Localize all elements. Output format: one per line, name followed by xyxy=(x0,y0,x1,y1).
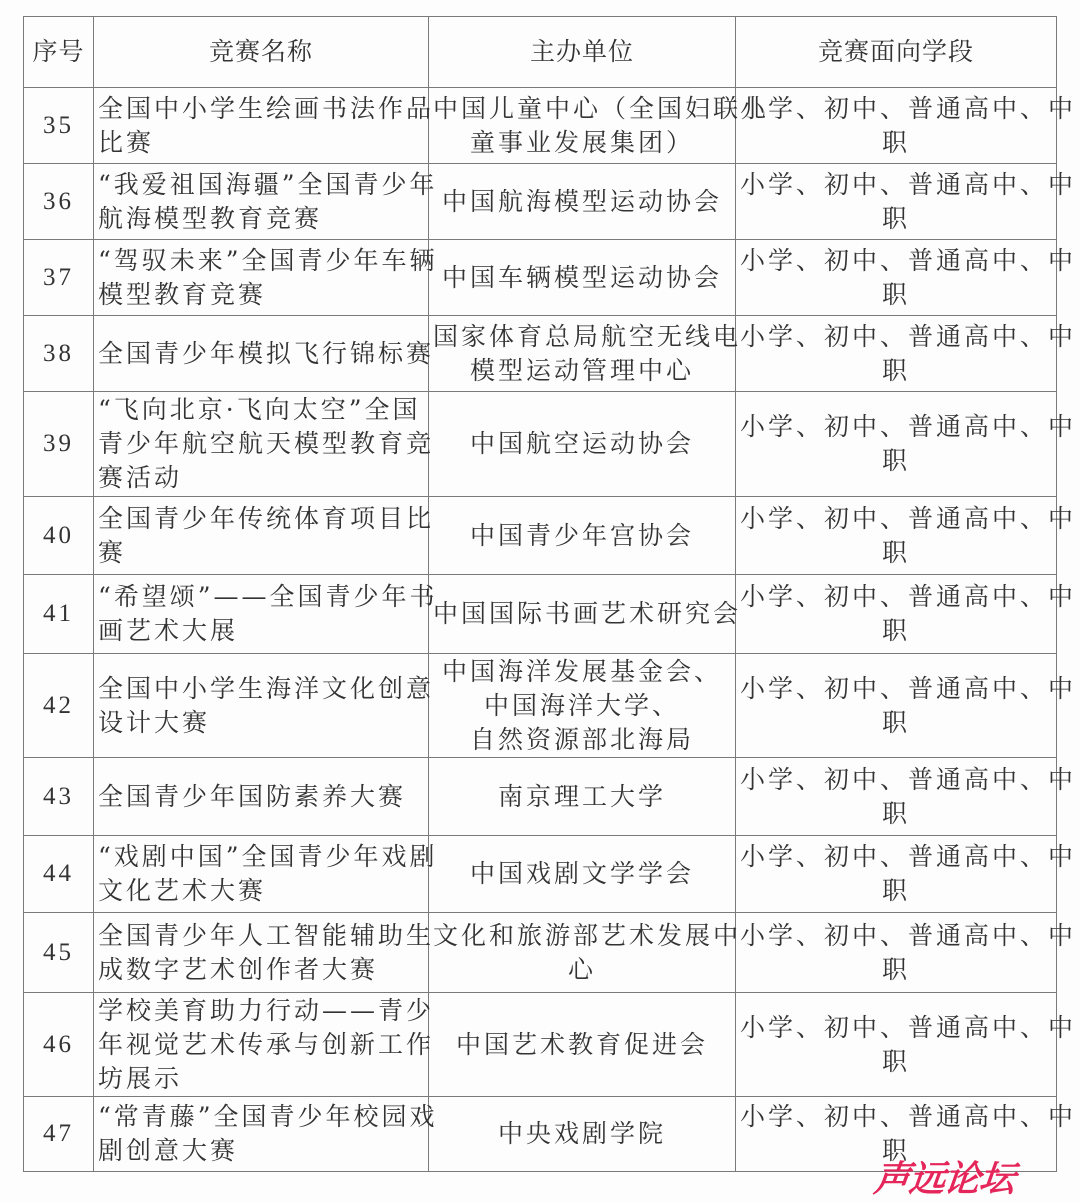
table-row xyxy=(24,316,1057,392)
competition-name xyxy=(94,1097,438,1172)
target-level-line: 职 xyxy=(881,203,910,233)
target-level xyxy=(736,993,1077,1097)
target-level-line: 小学、初中、普通高中、中 xyxy=(740,673,1077,703)
row-index: 40 xyxy=(24,497,94,575)
organizer-line: 心 xyxy=(567,954,596,984)
target-level xyxy=(736,913,1077,993)
organizer-line: 中国海洋发展基金会、 xyxy=(441,656,722,686)
competition-name-line: “常青藤”全国青少年校园戏 xyxy=(98,1102,438,1131)
competition-name xyxy=(94,240,438,316)
competition-name-line: “希望颂”——全国青少年书 xyxy=(98,582,438,611)
target-level-line: 小学、初中、普通高中、中 xyxy=(740,764,1077,794)
competition-name-line: 成数字艺术创作者大赛 xyxy=(98,954,379,984)
target-level xyxy=(736,316,1077,392)
target-level-line: 职 xyxy=(881,1136,910,1165)
competition-name xyxy=(94,913,435,993)
organizer-line: 中国青少年宫协会 xyxy=(469,520,694,550)
organizer-line: 中国戏剧文学学会 xyxy=(469,859,694,888)
target-level xyxy=(736,164,1077,240)
target-level-line: 小学、初中、普通高中、中 xyxy=(740,412,1077,441)
organizer xyxy=(429,836,736,913)
target-level-line: 职 xyxy=(881,876,910,905)
organizer xyxy=(429,88,770,164)
table-row xyxy=(24,392,1057,497)
competition-name-line: 学校美育助力行动——青少 xyxy=(98,995,435,1025)
competition-name-line: 年视觉艺术传承与创新工作 xyxy=(98,1029,435,1059)
organizer xyxy=(429,575,742,654)
competition-name-line: 模型教育竞赛 xyxy=(98,279,267,309)
target-level-line: 职 xyxy=(881,707,910,737)
target-level xyxy=(736,654,1077,758)
table-row xyxy=(24,575,1057,654)
table-row xyxy=(24,164,1057,240)
header-index: 序号 xyxy=(24,17,94,88)
target-level xyxy=(736,575,1077,654)
competition-name xyxy=(94,758,429,836)
table-header xyxy=(24,17,1057,88)
target-level xyxy=(736,88,1077,164)
organizer-line: 中国海洋大学、 xyxy=(483,690,680,720)
table-row xyxy=(24,88,1057,164)
competition-name-line: “我爱祖国海疆”全国青少年 xyxy=(98,169,438,199)
target-level xyxy=(736,758,1077,836)
competition-name-line: 坊展示 xyxy=(98,1063,183,1093)
organizer xyxy=(429,316,742,392)
competition-name xyxy=(94,497,435,575)
organizer xyxy=(429,392,736,497)
competition-name xyxy=(94,993,435,1097)
competition-name xyxy=(94,164,438,240)
row-index: 36 xyxy=(24,164,94,240)
target-level-line: 小学、初中、普通高中、中 xyxy=(740,503,1077,533)
watermark-logo: 声远论坛 xyxy=(871,1159,1017,1200)
table-row xyxy=(24,497,1057,575)
organizer xyxy=(429,654,736,758)
row-index: 43 xyxy=(24,758,94,836)
competition-name-line: 全国青少年传统体育项目比 xyxy=(98,503,435,533)
competition-name xyxy=(94,392,435,497)
organizer-line: 中国艺术教育促进会 xyxy=(455,1029,708,1059)
organizer xyxy=(429,913,742,993)
target-level-line: 小学、初中、普通高中、中 xyxy=(740,169,1077,199)
row-index: 47 xyxy=(24,1097,94,1172)
organizer-line: 中国航空运动协会 xyxy=(469,429,694,458)
competition-name xyxy=(94,575,438,654)
target-level-line: 职 xyxy=(881,446,910,475)
organizer xyxy=(429,1097,736,1172)
competition-name xyxy=(94,654,435,758)
table-row xyxy=(24,836,1057,913)
organizer xyxy=(429,497,736,575)
header-target-level: 竞赛面向学段 xyxy=(736,17,1057,88)
organizer xyxy=(429,993,736,1097)
organizer xyxy=(429,758,736,836)
target-level-line: 小学、初中、普通高中、中 xyxy=(740,582,1077,611)
row-index: 37 xyxy=(24,240,94,316)
row-index: 38 xyxy=(24,316,94,392)
competition-name-line: 设计大赛 xyxy=(98,707,211,737)
target-level-line: 小学、初中、普通高中、中 xyxy=(740,93,1077,123)
competition-name-line: 全国青少年人工智能辅助生 xyxy=(98,920,435,950)
competition-name-line: 全国中小学生海洋文化创意 xyxy=(98,673,435,703)
organizer-line: 文化和旅游部艺术发展中 xyxy=(433,920,742,950)
competition-name-line: 全国中小学生绘画书法作品 xyxy=(98,93,435,123)
row-index: 42 xyxy=(24,654,94,758)
target-level xyxy=(736,392,1077,497)
target-level-line: 职 xyxy=(881,798,910,828)
competition-name xyxy=(94,836,438,913)
target-level-line: 职 xyxy=(881,355,910,385)
target-level-line: 小学、初中、普通高中、中 xyxy=(740,1012,1077,1042)
row-index: 41 xyxy=(24,575,94,654)
competition-name-line: “驾驭未来”全国青少年车辆 xyxy=(98,245,438,275)
target-level-line: 职 xyxy=(881,537,910,567)
header-organizer: 主办单位 xyxy=(429,17,736,88)
row-index: 35 xyxy=(24,88,94,164)
organizer-line: 模型运动管理中心 xyxy=(469,355,694,385)
competition-name-line: 画艺术大展 xyxy=(98,616,239,645)
target-level-line: 职 xyxy=(881,127,910,157)
organizer-line: 中央戏剧学院 xyxy=(497,1119,666,1148)
competition-name-line: 赛 xyxy=(98,537,127,567)
target-level-line: 职 xyxy=(881,954,910,984)
row-index: 45 xyxy=(24,913,94,993)
target-level xyxy=(736,240,1077,316)
row-index: 39 xyxy=(24,392,94,497)
competition-name-line: “飞向北京·飞向太空”全国 xyxy=(98,395,421,424)
target-level-line: 小学、初中、普通高中、中 xyxy=(740,920,1077,950)
row-index: 46 xyxy=(24,993,94,1097)
table-row xyxy=(24,654,1057,758)
organizer-line: 童事业发展集团） xyxy=(469,127,694,157)
competition-table xyxy=(23,16,1077,1172)
competition-name-line: 文化艺术大赛 xyxy=(98,876,267,905)
competition-name xyxy=(94,88,435,164)
competition-name-line: 赛活动 xyxy=(98,463,183,492)
organizer-line: 中国航海模型运动协会 xyxy=(441,186,722,216)
competition-name-line: 航海模型教育竞赛 xyxy=(98,203,323,233)
target-level xyxy=(736,497,1077,575)
target-level-line: 职 xyxy=(881,1046,910,1076)
organizer-line: 中国车辆模型运动协会 xyxy=(441,262,722,292)
competition-name-line: 比赛 xyxy=(98,127,155,157)
table-row xyxy=(24,240,1057,316)
header-row xyxy=(24,17,1057,88)
competition-name-line: 青少年航空航天模型教育竞 xyxy=(98,429,435,458)
table-row xyxy=(24,758,1057,836)
competition-name-line: 全国青少年模拟飞行锦标赛 xyxy=(98,338,435,368)
organizer-line: 中国国际书画艺术研究会 xyxy=(433,599,742,628)
competition-name-line: 全国青少年国防素养大赛 xyxy=(98,781,407,811)
target-level-line: 职 xyxy=(881,616,910,645)
table-row xyxy=(24,993,1057,1097)
target-level-line: 小学、初中、普通高中、中 xyxy=(740,842,1077,871)
organizer xyxy=(429,240,736,316)
organizer xyxy=(429,164,736,240)
table-row xyxy=(24,913,1057,993)
target-level-line: 职 xyxy=(881,279,910,309)
target-level xyxy=(736,836,1077,913)
row-index: 44 xyxy=(24,836,94,913)
competition-name-line: 剧创意大赛 xyxy=(98,1136,239,1165)
organizer-line: 南京理工大学 xyxy=(497,781,666,811)
target-level-line: 小学、初中、普通高中、中 xyxy=(740,321,1077,351)
organizer-line: 国家体育总局航空无线电 xyxy=(433,321,742,351)
table-body xyxy=(24,88,1077,1172)
header-competition-name: 竞赛名称 xyxy=(94,17,429,88)
organizer-line: 中国儿童中心（全国妇联儿 xyxy=(433,93,770,123)
target-level-line: 小学、初中、普通高中、中 xyxy=(740,1102,1077,1131)
organizer-line: 自然资源部北海局 xyxy=(469,724,694,754)
competition-name-line: “戏剧中国”全国青少年戏剧 xyxy=(98,842,438,871)
competition-name xyxy=(94,316,435,392)
target-level-line: 小学、初中、普通高中、中 xyxy=(740,245,1077,275)
